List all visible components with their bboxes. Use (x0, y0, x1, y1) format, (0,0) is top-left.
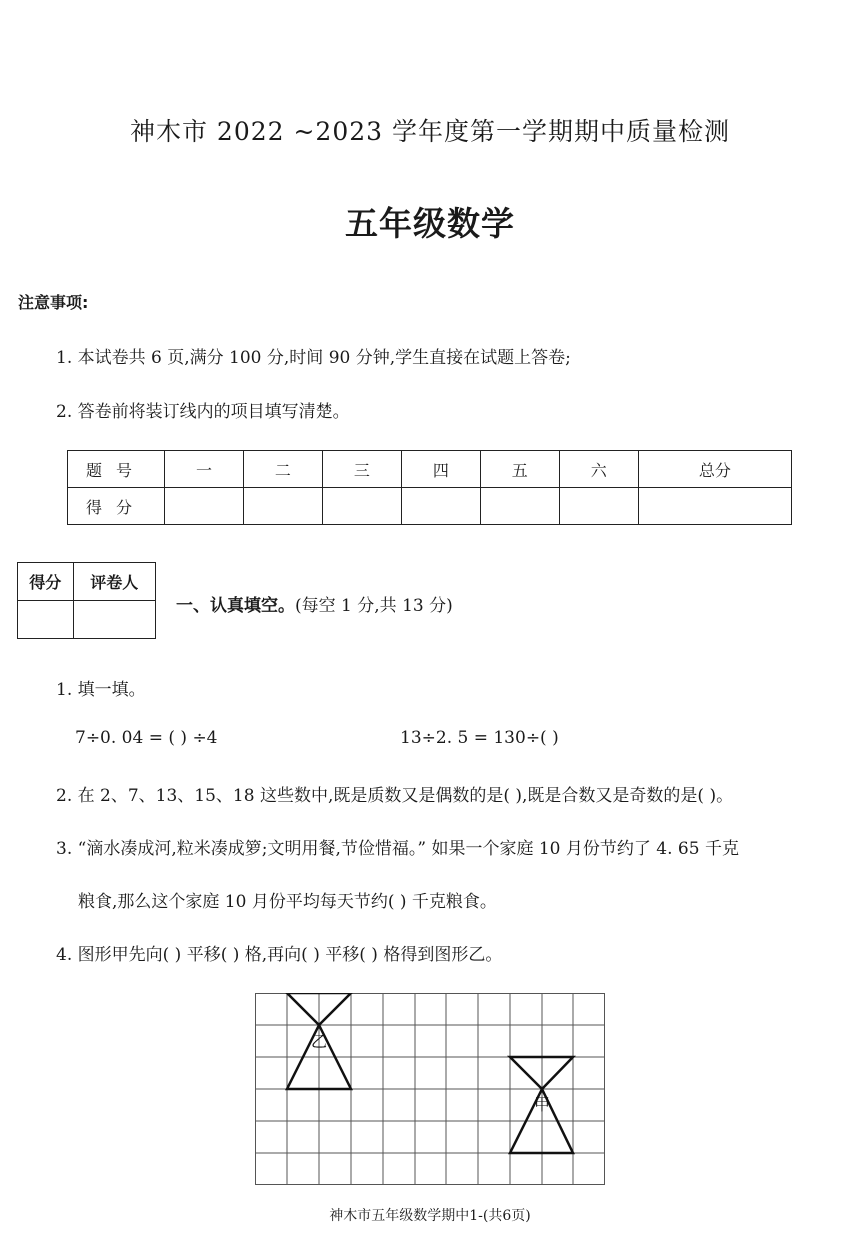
score-header-cell: 总分 (638, 451, 791, 488)
score-cell[interactable] (165, 488, 244, 525)
score-header-cell: 六 (559, 451, 638, 488)
page-footer: 神木市五年级数学期中1-(共6页) (329, 1208, 531, 1224)
score-header-cell: 四 (401, 451, 480, 488)
score-cell[interactable] (243, 488, 322, 525)
grader-name-cell[interactable] (73, 601, 155, 639)
score-cell[interactable] (401, 488, 480, 525)
exam-title: 神木市 2022 ~2023 学年度第一学期期中质量检测 (129, 117, 731, 146)
score-table-score-row (68, 488, 792, 525)
grader-table (17, 562, 156, 639)
question-3-line-1: 3. “滴水凑成河,粒米凑成箩;文明用餐,节俭惜福。” 如果一个家庭 10 月份节约了 4. 65 千克 (56, 839, 739, 859)
section-1-title: 一、认真填空。 (176, 596, 295, 616)
question-3-line-2: 粮食,那么这个家庭 10 月份平均每天节约( ) 千克粮食。 (78, 892, 497, 912)
score-cell[interactable] (638, 488, 791, 525)
subject-title: 五年级数学 (345, 204, 515, 243)
score-table-header-row (68, 451, 792, 488)
score-header-cell: 三 (322, 451, 401, 488)
score-cell[interactable] (322, 488, 401, 525)
score-header-cell: 一 (165, 451, 244, 488)
notice-heading: 注意事项: (18, 293, 89, 312)
score-row-label: 得分 (68, 488, 165, 525)
question-4: 4. 图形甲先向( ) 平移( ) 格,再向( ) 平移( ) 格得到图形乙。 (56, 945, 503, 965)
grader-score-cell[interactable] (18, 601, 74, 639)
question-1b: 13÷2. 5 = 130÷( ) (400, 728, 559, 748)
score-cell[interactable] (559, 488, 638, 525)
question-1a: 7÷0. 04 = ( ) ÷4 (75, 728, 218, 748)
shape-yi-label: 乙 (310, 1032, 328, 1051)
question-1-label: 1. 填一填。 (56, 680, 146, 700)
score-cell[interactable] (480, 488, 559, 525)
score-header-cell: 题号 (68, 451, 165, 488)
notice-item-1: 1. 本试卷共 6 页,满分 100 分,时间 90 分钟,学生直接在试题上答卷; (56, 348, 571, 368)
question-2: 2. 在 2、7、13、15、18 这些数中,既是质数又是偶数的是( ),既是合数又是奇数的是( )。 (56, 786, 734, 806)
notice-item-2: 2. 答卷前将装订线内的项目填写清楚。 (56, 402, 350, 422)
score-header-cell: 五 (480, 451, 559, 488)
score-table (67, 450, 792, 525)
section-1-heading (176, 591, 453, 616)
grader-name-label: 评卷人 (73, 563, 155, 601)
section-1-note: (每空 1 分,共 13 分) (295, 596, 453, 616)
score-header-cell: 二 (243, 451, 322, 488)
grader-score-label: 得分 (18, 563, 74, 601)
translation-grid-figure (255, 993, 605, 1185)
shape-jia-label: 甲 (533, 1095, 551, 1114)
